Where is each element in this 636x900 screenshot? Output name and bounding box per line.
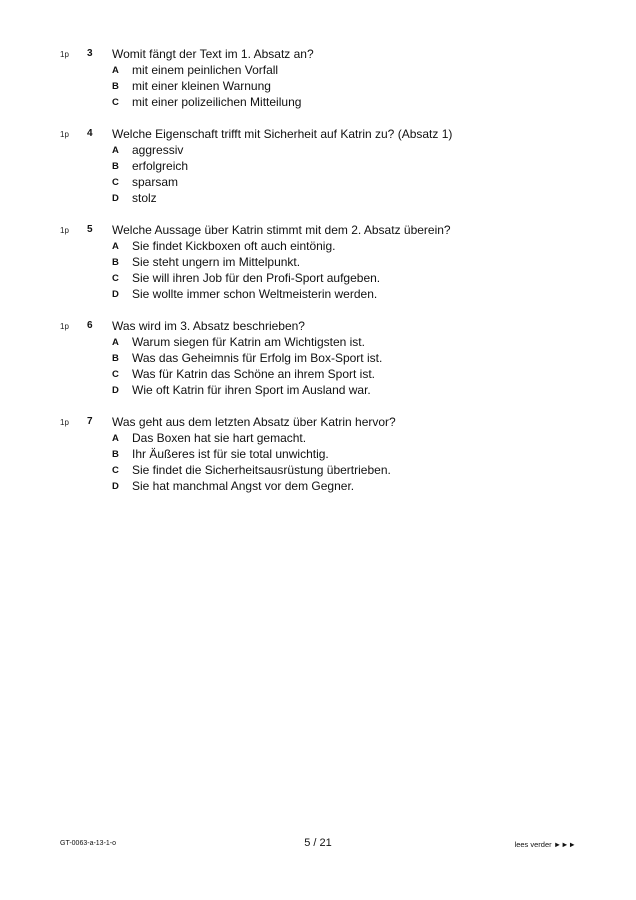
option-letter: A (112, 433, 119, 444)
option-letter: A (112, 145, 119, 156)
option-letter: A (112, 337, 119, 348)
question-points: 1p (60, 50, 69, 59)
answer-option (0, 95, 636, 111)
answer-option (0, 383, 636, 399)
question-text: Welche Eigenschaft trifft mit Sicherheit auf Katrin zu? (Absatz 1) (112, 127, 453, 141)
answer-option (0, 335, 636, 351)
question-3 (0, 47, 636, 111)
option-text: mit einer polizeilichen Mitteilung (132, 95, 302, 109)
answer-option (0, 351, 636, 367)
answer-option (0, 367, 636, 383)
option-text: mit einer kleinen Warnung (132, 79, 271, 93)
option-text: Das Boxen hat sie hart gemacht. (132, 431, 307, 445)
question-number: 7 (87, 416, 93, 427)
option-text: Sie findet Kickboxen oft auch eintönig. (132, 239, 336, 253)
answer-option (0, 63, 636, 79)
answer-option (0, 159, 636, 175)
answer-option (0, 271, 636, 287)
option-letter: B (112, 257, 119, 268)
option-text: Was für Katrin das Schöne an ihrem Sport ist. (132, 367, 375, 381)
question-number: 5 (87, 224, 93, 235)
page-footer (0, 837, 636, 851)
answer-option (0, 143, 636, 159)
option-text: Sie findet die Sicherheitsausrüstung übertrieben. (132, 463, 391, 477)
option-letter: C (112, 369, 119, 380)
option-letter: C (112, 465, 119, 476)
option-text: stolz (132, 191, 157, 205)
answer-option (0, 431, 636, 447)
option-letter: C (112, 273, 119, 284)
option-text: Sie steht ungern im Mittelpunkt. (132, 255, 301, 269)
option-letter: D (112, 289, 119, 300)
option-text: Wie oft Katrin für ihren Sport im Ausland war. (132, 383, 371, 397)
option-letter: B (112, 353, 119, 364)
option-letter: D (112, 385, 119, 396)
answer-option (0, 79, 636, 95)
option-letter: D (112, 193, 119, 204)
option-text: Was das Geheimnis für Erfolg im Box-Sport ist. (132, 351, 383, 365)
option-text: sparsam (132, 175, 179, 189)
option-letter: C (112, 177, 119, 188)
question-points: 1p (60, 226, 69, 235)
option-text: Sie wollte immer schon Weltmeisterin werden. (132, 287, 378, 301)
question-7 (0, 415, 636, 495)
question-number: 6 (87, 320, 93, 331)
option-text: mit einem peinlichen Vorfall (132, 63, 279, 77)
question-text: Was geht aus dem letzten Absatz über Katrin hervor? (112, 415, 396, 429)
question-points: 1p (60, 418, 69, 427)
question-number: 3 (87, 48, 93, 59)
question-text: Womit fängt der Text im 1. Absatz an? (112, 47, 314, 61)
answer-option (0, 479, 636, 495)
question-text: Welche Aussage über Katrin stimmt mit dem 2. Absatz überein? (112, 223, 451, 237)
option-text: Sie will ihren Job für den Profi-Sport aufgeben. (132, 271, 381, 285)
answer-option (0, 175, 636, 191)
question-6 (0, 319, 636, 399)
question-points: 1p (60, 130, 69, 139)
option-text: aggressiv (132, 143, 184, 157)
page-number: 5 / 21 (304, 837, 332, 849)
answer-option (0, 191, 636, 207)
option-text: Warum siegen für Katrin am Wichtigsten ist. (132, 335, 365, 349)
answer-option (0, 287, 636, 303)
document-code: GT-0063-a-13-1-o (60, 840, 117, 847)
option-letter: C (112, 97, 119, 108)
option-letter: A (112, 241, 119, 252)
question-4 (0, 127, 636, 207)
option-letter: B (112, 449, 119, 460)
question-text: Was wird im 3. Absatz beschrieben? (112, 319, 305, 333)
answer-option (0, 239, 636, 255)
answer-option (0, 447, 636, 463)
question-number: 4 (87, 128, 93, 139)
continue-indicator: lees verder ►►► (514, 840, 576, 849)
option-letter: B (112, 161, 119, 172)
option-text: Sie hat manchmal Angst vor dem Gegner. (132, 479, 355, 493)
option-letter: A (112, 65, 119, 76)
question-5 (0, 223, 636, 303)
option-text: erfolgreich (132, 159, 189, 173)
answer-option (0, 255, 636, 271)
option-text: Ihr Äußeres ist für sie total unwichtig. (132, 447, 329, 461)
option-letter: D (112, 481, 119, 492)
answer-option (0, 463, 636, 479)
option-letter: B (112, 81, 119, 92)
question-points: 1p (60, 322, 69, 331)
